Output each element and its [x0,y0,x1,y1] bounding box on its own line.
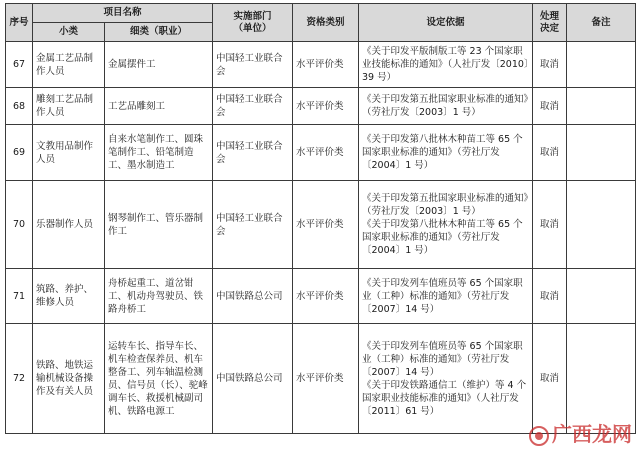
header-decision: 处理决定 [533,4,567,42]
row-remarks [567,269,636,324]
header-type: 资格类别 [293,4,359,42]
basis-item: 《关于印发第八批林木种苗工等 65 个国家职业标准的通知》（劳社厅发〔2004〕1 号） [362,134,523,171]
table-row [6,269,636,324]
watermark [529,418,632,447]
row-basis [359,42,533,88]
row-basis [359,125,533,181]
table-row [6,42,636,88]
header-dept-label: 实施部门 [233,10,272,22]
row-dept: 中国轻工业联合会 [213,88,293,125]
header-category: 小类 [33,23,105,42]
row-decision: 取消 [533,324,567,434]
row-subcategory: 自来水笔制作工、圆珠笔制作工、铅笔制造工、墨水制造工 [105,125,213,181]
row-decision: 取消 [533,125,567,181]
basis-item: 《关于印发列车值班员等 65 个国家职业（工种）标准的通知》（劳社厅发〔2007〕14 号） [362,340,523,378]
row-subcategory: 金属摆件工 [105,42,213,88]
row-decision: 取消 [533,269,567,324]
row-decision: 取消 [533,181,567,269]
row-type: 水平评价类 [293,125,359,181]
row-category: 筑路、养护、维修人员 [33,269,105,324]
header-remarks: 备注 [567,4,636,42]
row-seq: 70 [6,181,33,269]
watermark-logo-icon [529,426,549,446]
row-seq: 68 [6,88,33,125]
basis-item: 《关于印发列车值班员等 65 个国家职业（工种）标准的通知》（劳社厅发〔2007〕14 号） [362,277,523,315]
row-category: 文教用品制作人员 [33,125,105,181]
row-category: 铁路、地铁运输机械设备操作及有关人员 [33,324,105,434]
row-seq: 71 [6,269,33,324]
row-subcategory: 钢琴制作工、管乐器制作工 [105,181,213,269]
row-dept: 中国轻工业联合会 [213,181,293,269]
header-project: 项目名称 [33,4,213,23]
row-type: 水平评价类 [293,269,359,324]
row-type: 水平评价类 [293,88,359,125]
row-remarks [567,88,636,125]
row-type: 水平评价类 [293,42,359,88]
table-row [6,125,636,181]
table-row [6,324,636,434]
header-dept-sub: （单位） [233,22,272,34]
basis-item: 《关于印发铁路通信工（维护）等 4 个国家职业技能标准的通知》（人社厅发〔2011〕61 号） [362,379,527,417]
row-subcategory: 运转车长、指导车长、机车检查保养员、机车整备工、列车轴温检测员、信号员（长）、驼峰调车长、救援机械副司机、铁路电源工 [105,324,213,434]
row-basis [359,88,533,125]
row-remarks [567,181,636,269]
row-remarks [567,125,636,181]
basis-item: 《关于印发平版制版工等 23 个国家职业技能标准的通知》（人社厅发〔2010〕39 号） [362,46,529,83]
table-row [6,181,636,269]
row-dept: 中国轻工业联合会 [213,42,293,88]
basis-item: 《关于印发第五批国家职业标准的通知》（劳社厅发〔2003〕1 号） [362,193,529,217]
row-basis [359,269,533,324]
row-seq: 67 [6,42,33,88]
row-seq: 72 [6,324,33,434]
watermark-text: 广西龙网 [552,422,632,446]
header-subcategory: 细类（职业） [105,23,213,42]
row-category: 乐器制作人员 [33,181,105,269]
row-dept: 中国轻工业联合会 [213,125,293,181]
table-row [6,88,636,125]
row-category: 雕刻工艺品制作人员 [33,88,105,125]
row-type: 水平评价类 [293,324,359,434]
row-remarks [567,324,636,434]
row-decision: 取消 [533,88,567,125]
header-basis: 设定依据 [359,4,533,42]
row-type: 水平评价类 [293,181,359,269]
row-remarks [567,42,636,88]
row-dept: 中国铁路总公司 [213,324,293,434]
row-dept: 中国铁路总公司 [213,269,293,324]
row-category: 金属工艺品制作人员 [33,42,105,88]
row-subcategory: 舟桥起重工、道岔钳工、机动舟驾驶员、铁路舟桥工 [105,269,213,324]
row-subcategory: 工艺品雕刻工 [105,88,213,125]
basis-item: 《关于印发第八批林木种苗工等 65 个国家职业标准的通知》（劳社厅发〔2004〕1 号） [362,219,523,256]
row-basis [359,181,533,269]
row-decision: 取消 [533,42,567,88]
job-qualification-table [5,3,636,434]
row-basis [359,324,533,434]
header-seq: 序号 [6,4,33,42]
row-seq: 69 [6,125,33,181]
basis-item: 《关于印发第五批国家职业标准的通知》（劳社厅发〔2003〕1 号） [362,94,529,118]
header-dept [213,4,293,42]
